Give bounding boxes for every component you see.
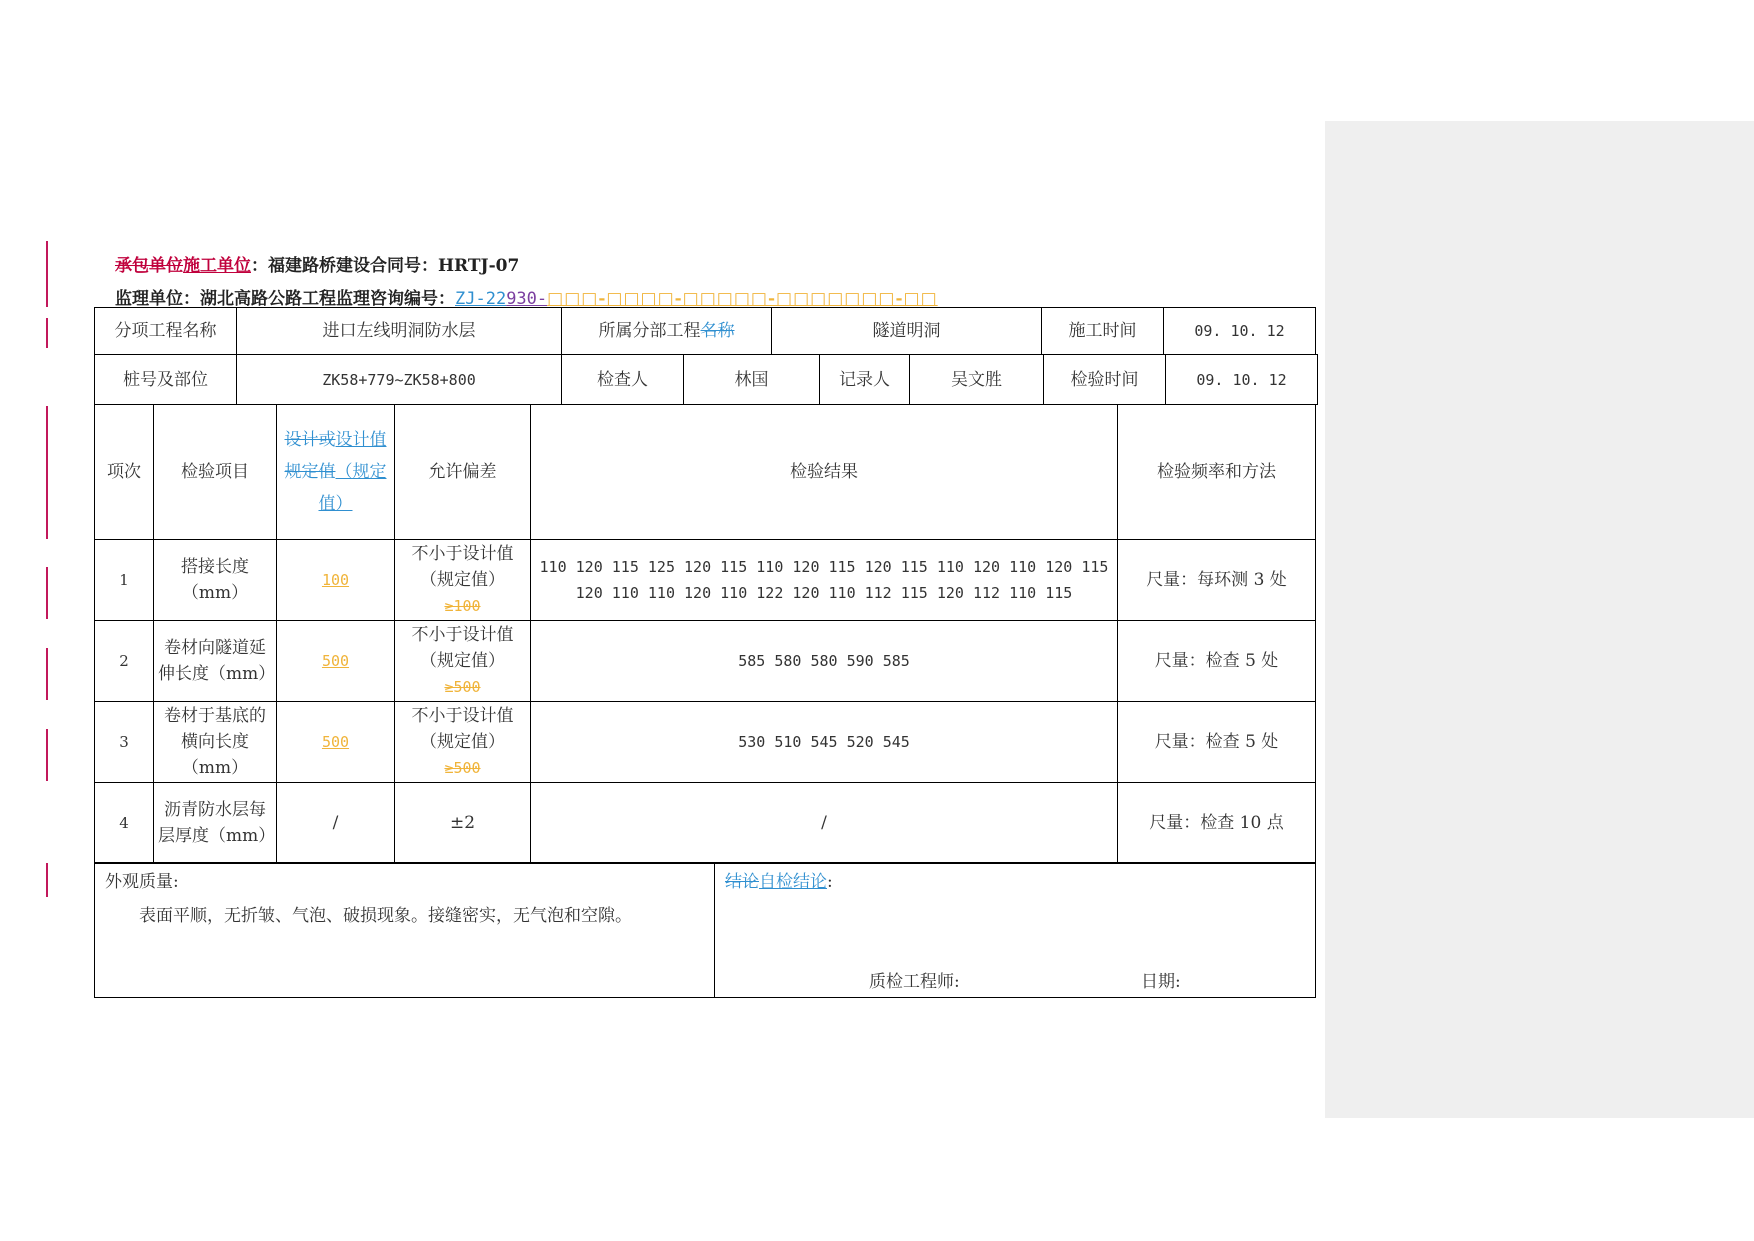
- row-design: 500: [277, 702, 395, 783]
- tolerance-deleted: ≥500: [444, 678, 481, 696]
- item-name-value: 进口左线明洞防水层: [237, 308, 562, 355]
- design-inserted-1: 设计值: [335, 430, 387, 450]
- parent-value: 隧道明洞: [772, 308, 1042, 355]
- change-bar: [46, 567, 48, 619]
- table-row: [95, 783, 1316, 864]
- build-time-value: 09. 10. 12: [1164, 308, 1316, 355]
- table-row: [95, 540, 1316, 621]
- row-design: 500: [277, 621, 395, 702]
- inspect-time-value: 09. 10. 12: [1166, 355, 1318, 405]
- appearance-label: 外观质量:: [105, 872, 179, 892]
- row-no: 3: [95, 702, 154, 783]
- recorder-label: 记录人: [820, 355, 910, 405]
- tolerance-deleted: ≥500: [444, 759, 481, 777]
- supervisor-line: [115, 284, 938, 309]
- change-bar: [46, 863, 48, 897]
- item-name-label: 分项工程名称: [95, 308, 237, 355]
- inspect-time-label: 检验时间: [1044, 355, 1166, 405]
- row-item: 卷材向隧道延伸长度（mm）: [154, 621, 277, 702]
- tolerance-main: 不小于设计值（规定值）: [411, 544, 514, 590]
- row-no: 1: [95, 540, 154, 621]
- row-design: 100: [277, 540, 395, 621]
- result-line-2: 120 110 110 120 110 122 120 110 112 115 120 112 110 115: [575, 584, 1073, 602]
- table-row: [95, 702, 1316, 783]
- footer-row: [95, 863, 1316, 998]
- info-table-2: [94, 354, 1318, 405]
- contractor-value: ：福建路桥建设合同号：HRTJ-07: [251, 256, 520, 276]
- station-value: ZK58+779~ZK58+800: [237, 355, 562, 405]
- row-method: 尺量：每环测 3 处: [1118, 540, 1316, 621]
- row-method: 尺量：检查 10 点: [1118, 783, 1316, 864]
- parent-label: [562, 308, 772, 355]
- change-bar: [46, 648, 48, 700]
- recorder-value: 吴文胜: [910, 355, 1044, 405]
- date-label: 日期:: [1141, 972, 1181, 992]
- contractor-inserted: 施工单位: [183, 256, 251, 276]
- info-row-1: [95, 308, 1316, 355]
- conclusion-deleted: 结论: [725, 872, 759, 892]
- row-method: 尺量：检查 5 处: [1118, 621, 1316, 702]
- col-design: [277, 405, 395, 540]
- code-part-a: ZJ-22: [455, 289, 507, 309]
- engineer-label: 质检工程师:: [869, 972, 960, 992]
- tolerance-main: 不小于设计值（规定值）: [411, 706, 514, 752]
- appearance-text: 表面平顺，无折皱、气泡、破损现象。接缝密实，无气泡和空隙。: [139, 906, 632, 926]
- inspection-table: [94, 404, 1316, 864]
- row-result: /: [531, 783, 1118, 864]
- change-bar: [46, 729, 48, 781]
- info-table: [94, 307, 1316, 355]
- row-item: 搭接长度（mm）: [154, 540, 277, 621]
- comments-pane: [1325, 121, 1754, 1118]
- row-design: /: [277, 783, 395, 864]
- parent-label-main: 所属分部工程: [598, 321, 701, 341]
- tolerance-main: 不小于设计值（规定值）: [411, 625, 514, 671]
- row-method: 尺量：检查 5 处: [1118, 702, 1316, 783]
- code-part-b: 930-: [506, 289, 548, 309]
- row-item: 沥青防水层每层厚度（mm）: [154, 783, 277, 864]
- row-item: 卷材于基底的横向长度（mm）: [154, 702, 277, 783]
- row-tolerance: [395, 702, 531, 783]
- footer-table: [94, 862, 1316, 998]
- row-tolerance: ±2: [395, 783, 531, 864]
- column-header-row: [95, 405, 1316, 540]
- conclusion-colon: :: [827, 872, 833, 892]
- appearance-cell: [95, 863, 715, 998]
- parent-label-deleted: 名称: [700, 321, 735, 341]
- inspector-label: 检查人: [562, 355, 684, 405]
- supervisor-label: 监理单位：湖北高路公路工程监理咨询编号：: [115, 289, 455, 309]
- col-no: 项次: [95, 405, 154, 540]
- row-no: 2: [95, 621, 154, 702]
- col-tolerance: 允许偏差: [395, 405, 531, 540]
- change-bar: [46, 318, 48, 348]
- contractor-deleted: 承包单位: [115, 256, 183, 276]
- row-tolerance: [395, 621, 531, 702]
- row-result: [531, 540, 1118, 621]
- change-bar: [46, 241, 48, 307]
- contractor-line: [115, 251, 519, 276]
- table-row: [95, 621, 1316, 702]
- row-result: 585 580 580 590 585: [531, 621, 1118, 702]
- conclusion-cell: [715, 863, 1316, 998]
- col-method: 检验频率和方法: [1118, 405, 1316, 540]
- design-deleted-1: 设计或: [284, 430, 336, 450]
- change-bar: [46, 406, 48, 539]
- row-no: 4: [95, 783, 154, 864]
- row-result: 530 510 545 520 545: [531, 702, 1118, 783]
- design-inserted-2: （规定值）: [318, 462, 387, 514]
- code-placeholder-boxes: □□□-□□□□-□□□□□-□□□□□□□-□□: [547, 289, 938, 309]
- row-tolerance: [395, 540, 531, 621]
- info-row-2: [95, 355, 1318, 405]
- build-time-label: 施工时间: [1042, 308, 1164, 355]
- design-deleted-2: 规定值: [284, 462, 336, 482]
- station-label: 桩号及部位: [95, 355, 237, 405]
- col-result: 检验结果: [531, 405, 1118, 540]
- col-item: 检验项目: [154, 405, 277, 540]
- inspector-value: 林国: [684, 355, 820, 405]
- tolerance-deleted: ≥100: [444, 597, 481, 615]
- conclusion-inserted: 自检结论: [759, 872, 827, 892]
- result-line-1: 110 120 115 125 120 115 110 120 115 120 115 110 120 110 120 115: [539, 558, 1109, 576]
